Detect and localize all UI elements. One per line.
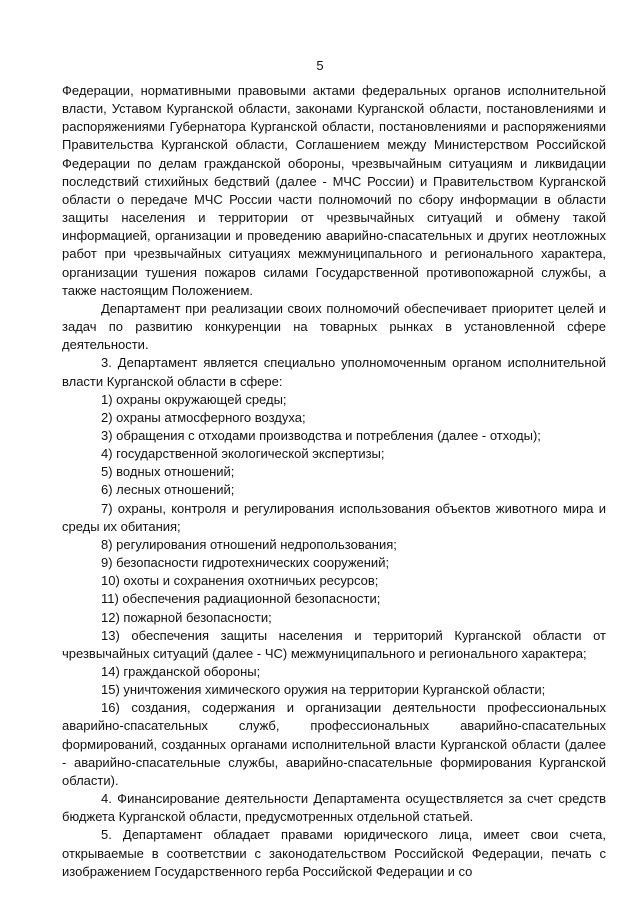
list-item: 3) обращения с отходами производства и потребления (далее - отходы); [101,427,541,443]
paragraph-clause-3: 3. Департамент является специально уполномоченным органом исполнительной власти Курганской области в сфере: [62,355,606,389]
list-item: 5) водных отношений; [101,464,235,480]
paragraph-clause-5: 5. Департамент обладает правами юридического лица, имеет свои счета, открываемые в соответствии с законодательством Российской Федерации, печать с изображением Государственного герба Российской Федерации и со [62,827,606,879]
list-item: 6) лесных отношений; [101,482,235,498]
list-item: 8) регулирования отношений недропользования; [101,536,397,552]
list-item: 14) гражданской обороны; [101,664,261,679]
list-item: 1) охраны окружающей среды; [101,391,287,407]
list-item: 7) охраны, контроля и регулирования использования объектов животного мира и среды их обитания; [62,500,606,534]
list-item: 16) создания, содержания и организации деятельности профессиональных аварийно-спасательных служб, профессиональных аварийно-спасательных формирований, созданных органами исполнительной власти Курганской области (далее - аварийно-спасательные службы, аварийно-спасательные формирования Курганской области). [62,700,606,788]
page-number: 5 [316,58,324,73]
list-item: 15) уничтожения химического оружия на территории Курганской области; [101,682,546,698]
document-text-body [62,82,606,881]
paragraph-continuation: Федерации, нормативными правовыми актами федеральных органов исполнительной власти, Уставом Курганской области, законами Курганской области, постановлениями и распоряжениями Губернатора Курганской области, постановлениями и распоряжениями Правительства Курганской области, Соглашением между Министерством Российской Федерации по делам гражданской обороны, чрезвычайным ситуациям и ликвидации последствий стихийных бедствий (далее - МЧС России) и Правительством Курганской области о передаче МЧС России части полномочий по сбору информации в области защиты населения и территории от чрезвычайных ситуаций и обмену такой информацией, организации и проведению аварийно-спасательных и других неотложных работ при чрезвычайных ситуациях межмуниципального и регионального характера, организации тушения пожаров силами Государственной противопожарной службы, а также настоящим Положением. [62,83,606,298]
paragraph-clause-4: 4. Финансирование деятельности Департамента осуществляется за счет средств бюджета Курганской области, предусмотренных отдельной статьей. [62,791,606,825]
list-item: 4) государственной экологической экспертизы; [101,446,385,462]
paragraph-competition-priority: Департамент при реализации своих полномочий обеспечивает приоритет целей и задач по развитию конкуренции на товарных рынках в установленной сфере деятельности. [62,300,606,353]
list-item: 10) охоты и сохранения охотничьих ресурсов; [101,573,379,589]
list-item: 11) обеспечения радиационной безопасности; [101,591,381,607]
list-item: 13) обеспечения защиты населения и территорий Курганской области от чрезвычайных ситуаций (далее - ЧС) межмуниципального и регионального характера; [62,627,606,661]
list-item: 9) безопасности гидротехнических сооружений; [101,555,390,571]
list-item: 12) пожарной безопасности; [101,609,272,625]
list-item: 2) охраны атмосферного воздуха; [101,409,306,425]
